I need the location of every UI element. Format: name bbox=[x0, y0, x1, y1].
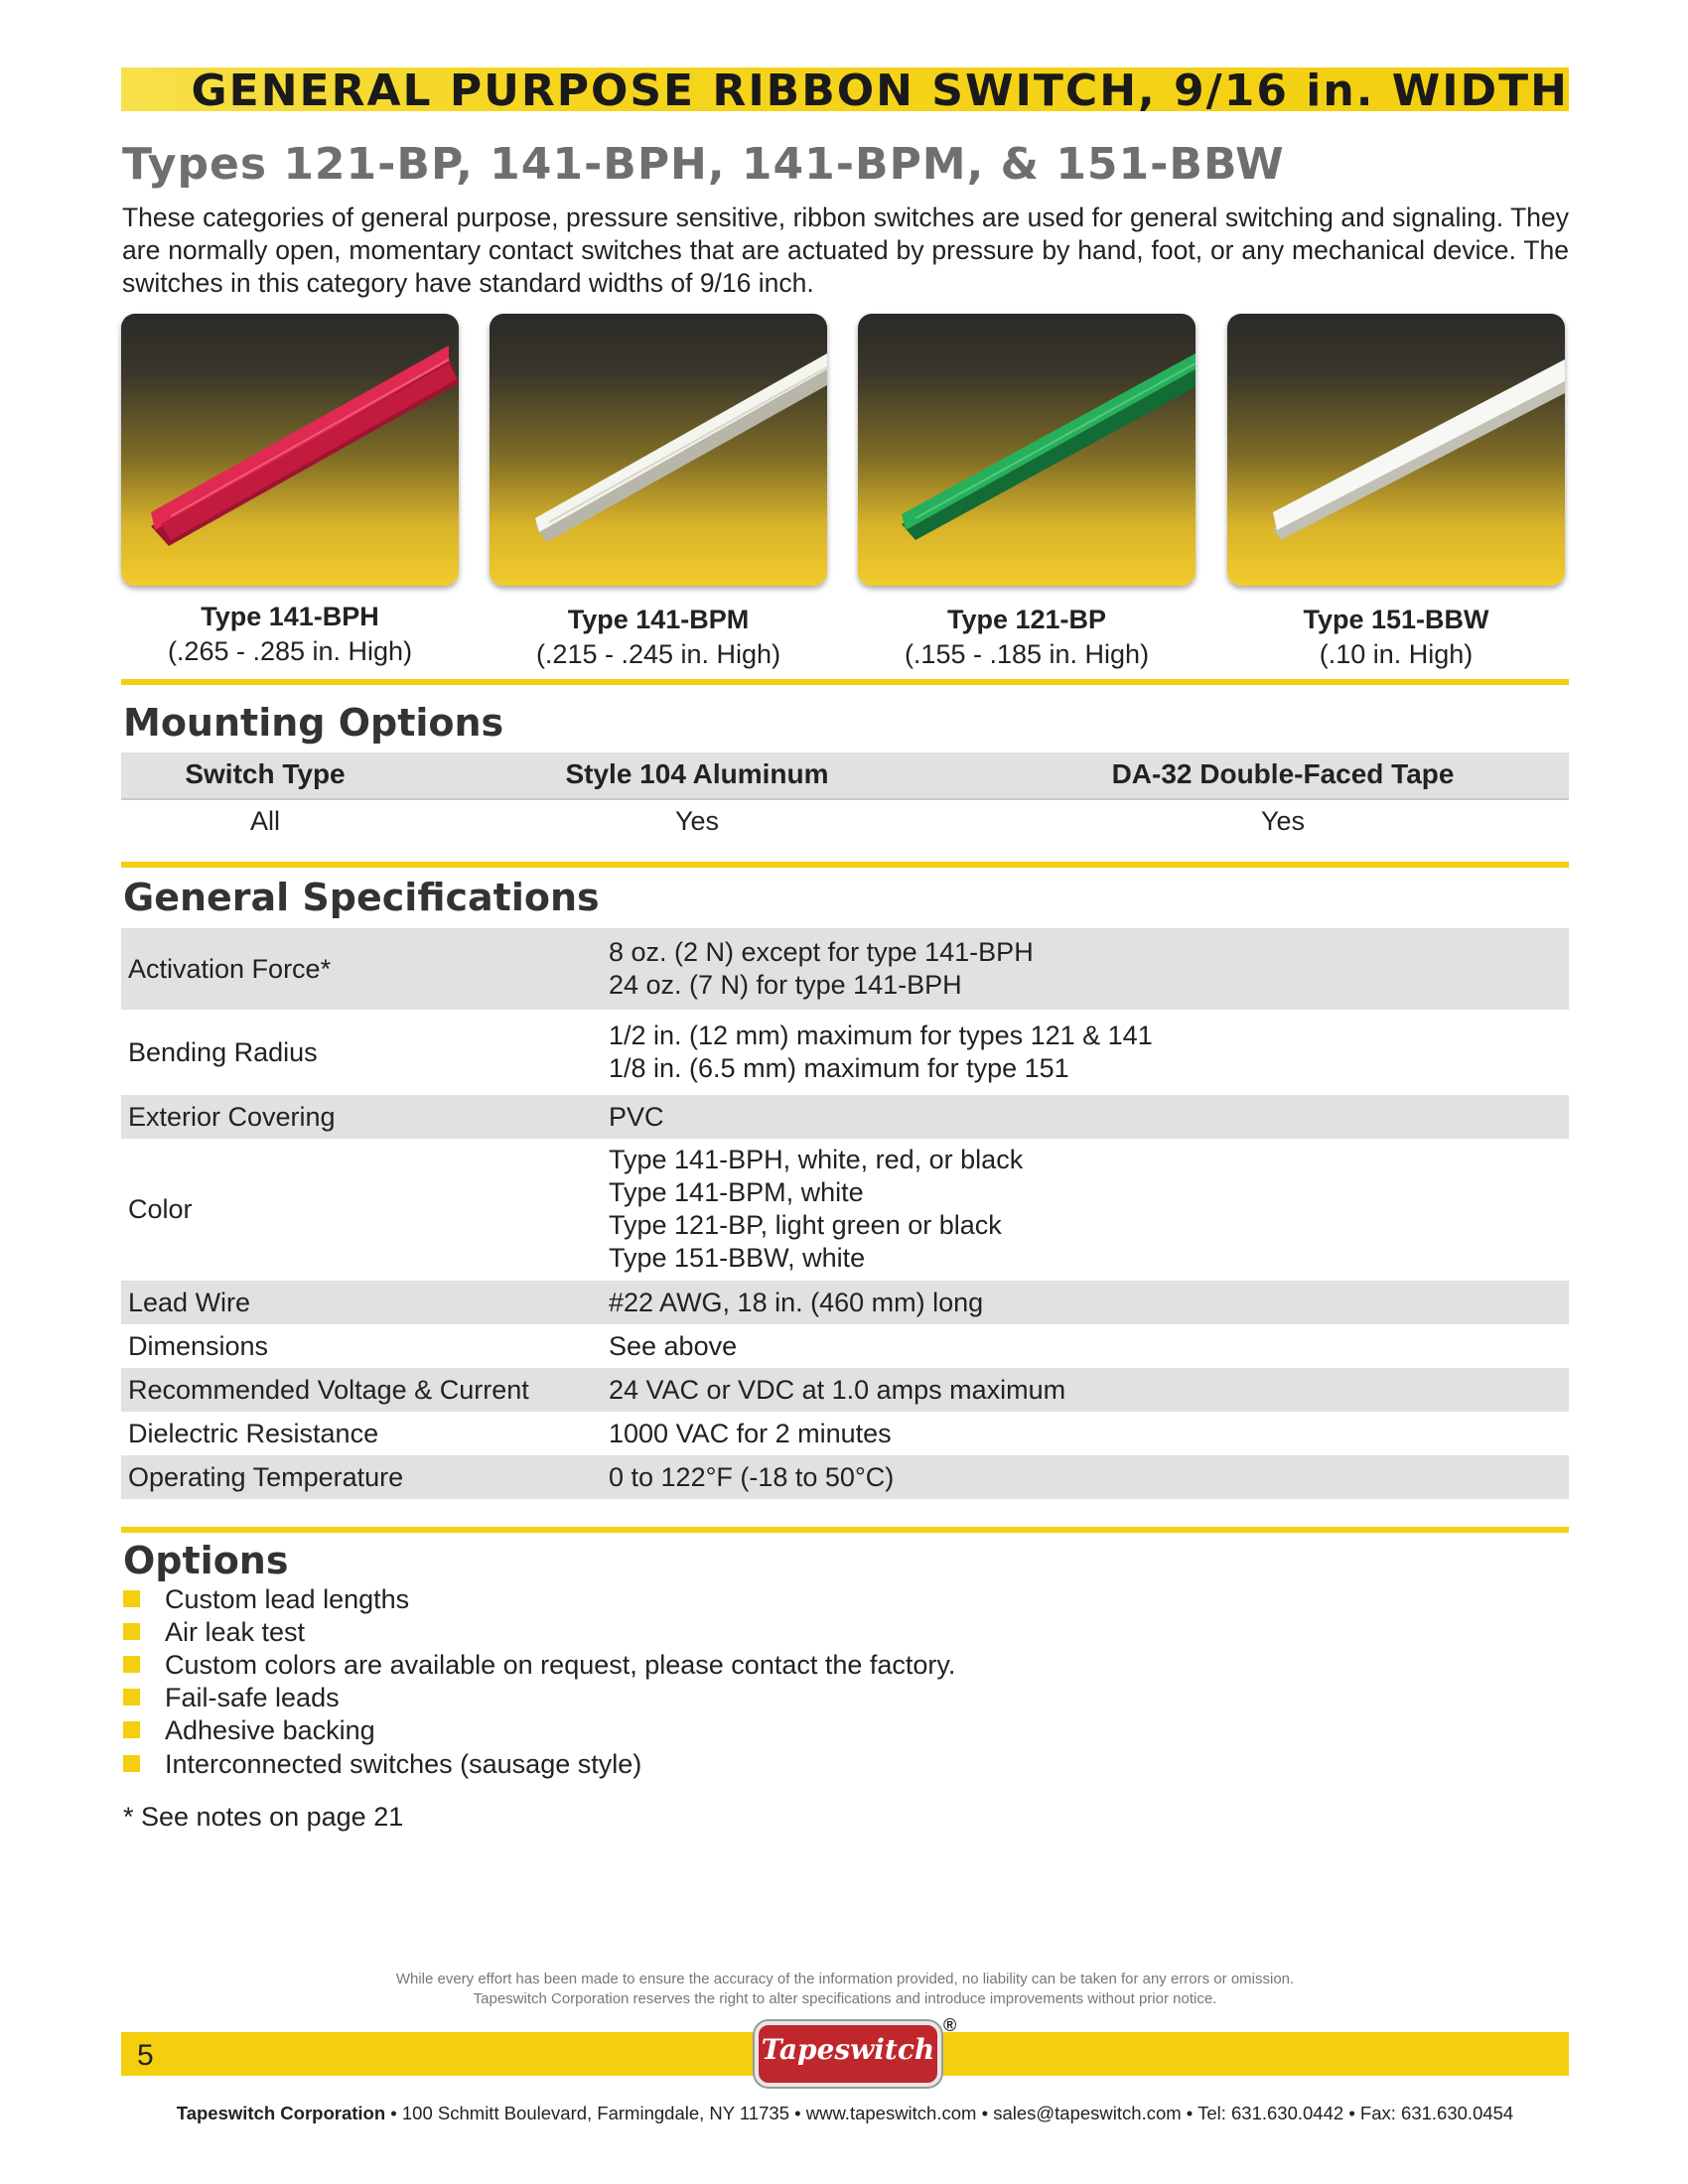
spec-value: #22 AWG, 18 in. (460 mm) long bbox=[609, 1288, 984, 1317]
spec-value: 24 VAC or VDC at 1.0 amps maximum bbox=[609, 1375, 1066, 1405]
option-text: Custom colors are available on request, please contact the factory. bbox=[165, 1650, 956, 1680]
spec-label: Dielectric Resistance bbox=[128, 1419, 379, 1448]
option-text: Custom lead lengths bbox=[165, 1584, 410, 1614]
spec-value: 1000 VAC for 2 minutes bbox=[609, 1419, 892, 1448]
footnote: * See notes on page 21 bbox=[123, 1802, 404, 1832]
spec-row bbox=[121, 1281, 1569, 1324]
table-divider bbox=[121, 798, 1569, 800]
product-type: Type 141-BPM bbox=[567, 605, 750, 634]
spec-value-line: 24 oz. (7 N) for type 141-BPH bbox=[609, 970, 962, 1000]
spec-value-line: 1/8 in. (6.5 mm) maximum for type 151 bbox=[609, 1053, 1069, 1083]
mounting-cell-switch-type: All bbox=[249, 806, 280, 836]
list-item bbox=[123, 1683, 340, 1713]
tapeswitch-logo bbox=[755, 2021, 941, 2087]
spec-value-line: 8 oz. (2 N) except for type 141-BPH bbox=[609, 937, 1034, 967]
contact-line bbox=[121, 2103, 1569, 2124]
disclaimer-line: While every effort has been made to ensure the accuracy of the information provided, no liability can be taken for any errors or omission. bbox=[395, 1971, 1295, 1987]
spec-value bbox=[609, 1144, 1023, 1275]
bullet-square-icon bbox=[123, 1656, 140, 1673]
product-photo-141-bph bbox=[121, 314, 459, 586]
registered-mark: ® bbox=[943, 2015, 957, 2035]
product-photo-151-bbw bbox=[1227, 314, 1565, 586]
spec-label: Exterior Covering bbox=[128, 1102, 336, 1132]
general-specifications-title: General Specifications bbox=[123, 876, 600, 919]
spec-value bbox=[609, 936, 1034, 1002]
column-header-style-104: Style 104 Aluminum bbox=[565, 758, 829, 789]
product-photo-121-bp bbox=[858, 314, 1196, 586]
spec-row bbox=[121, 1368, 1569, 1412]
bullet-square-icon bbox=[123, 1590, 140, 1607]
spec-value-line: Type 151-BBW, white bbox=[609, 1243, 866, 1273]
spec-value-line: Type 141-BPM, white bbox=[609, 1177, 864, 1207]
spec-label: Color bbox=[128, 1194, 193, 1224]
list-item bbox=[123, 1584, 409, 1615]
mounting-options-title: Mounting Options bbox=[123, 701, 504, 745]
product-caption-141-bph bbox=[121, 600, 459, 669]
product-type: Type 151-BBW bbox=[1303, 605, 1489, 634]
section-divider bbox=[121, 679, 1569, 685]
column-header-switch-type: Switch Type bbox=[185, 758, 346, 789]
column-header-da-32: DA-32 Double-Faced Tape bbox=[1111, 758, 1455, 789]
spec-value-line: Type 141-BPH, white, red, or black bbox=[609, 1145, 1024, 1174]
spec-value: 0 to 122°F (-18 to 50°C) bbox=[609, 1462, 895, 1492]
bullet-square-icon bbox=[123, 1689, 140, 1706]
spec-value: See above bbox=[609, 1331, 738, 1361]
option-text: Fail-safe leads bbox=[165, 1683, 340, 1712]
company-name: Tapeswitch Corporation bbox=[176, 2103, 386, 2123]
option-text: Air leak test bbox=[165, 1617, 306, 1647]
spec-row bbox=[121, 928, 1569, 1010]
spec-label: Operating Temperature bbox=[128, 1462, 404, 1492]
section-divider bbox=[121, 862, 1569, 868]
mounting-table-header bbox=[121, 752, 1569, 798]
spec-label: Lead Wire bbox=[128, 1288, 251, 1317]
product-caption-121-bp bbox=[858, 603, 1196, 672]
spec-row bbox=[121, 1095, 1569, 1139]
list-item bbox=[123, 1749, 641, 1780]
spec-label: Dimensions bbox=[128, 1331, 269, 1361]
intro-paragraph: These categories of general purpose, pressure sensitive, ribbon switches are used for general switching and signaling. They are normally open, momentary contact switches that are actuated by pressure by hand, foot, or any mechanical device. The switches in this category have standard widths of 9/16 inch. bbox=[122, 203, 1569, 298]
page-subtitle: Types 121-BP, 141-BPH, 141-BPM, & 151-BBW bbox=[122, 139, 1285, 190]
title-bar bbox=[121, 66, 1569, 116]
disclaimer bbox=[121, 1970, 1569, 2009]
spec-value-line: Type 121-BP, light green or black bbox=[609, 1210, 1002, 1240]
product-type: Type 141-BPH bbox=[201, 602, 379, 631]
product-caption-151-bbw bbox=[1227, 603, 1565, 672]
option-text: Adhesive backing bbox=[165, 1715, 375, 1745]
spec-row bbox=[121, 1412, 1569, 1455]
option-text: Interconnected switches (sausage style) bbox=[165, 1749, 642, 1779]
spec-row bbox=[121, 1455, 1569, 1499]
product-photo-141-bpm bbox=[490, 314, 827, 586]
options-title: Options bbox=[123, 1539, 289, 1582]
spec-row bbox=[121, 1010, 1569, 1095]
spec-label: Bending Radius bbox=[128, 1037, 318, 1067]
mounting-cell-da-32: Yes bbox=[1260, 806, 1306, 836]
product-height: (.215 - .245 in. High) bbox=[535, 639, 781, 669]
mounting-cell-style-104: Yes bbox=[674, 806, 720, 836]
spec-label: Activation Force* bbox=[128, 954, 332, 984]
bullet-square-icon bbox=[123, 1755, 140, 1772]
list-item bbox=[123, 1617, 305, 1648]
contact-details: • 100 Schmitt Boulevard, Farmingdale, NY 11735 • www.tapeswitch.com • sales@tapeswitch.com • Tel: 631.630.0442 • Fax: 631.630.0454 bbox=[385, 2103, 1514, 2123]
product-height: (.265 - .285 in. High) bbox=[167, 636, 413, 666]
list-item bbox=[123, 1715, 375, 1746]
disclaimer-line: Tapeswitch Corporation reserves the right to alter specifications and introduce improvements without prior notice. bbox=[473, 1990, 1217, 2007]
section-divider bbox=[121, 1527, 1569, 1533]
spec-row bbox=[121, 1324, 1569, 1368]
bullet-square-icon bbox=[123, 1623, 140, 1640]
page-title: GENERAL PURPOSE RIBBON SWITCH, 9/16 in. WIDTH bbox=[191, 66, 1569, 116]
spec-label: Recommended Voltage & Current bbox=[128, 1375, 529, 1405]
spec-value bbox=[609, 1020, 1153, 1085]
spec-row bbox=[121, 1139, 1569, 1281]
spec-value-line: 1/2 in. (12 mm) maximum for types 121 & 141 bbox=[609, 1021, 1153, 1050]
product-height: (.155 - .185 in. High) bbox=[904, 639, 1150, 669]
logo-text: Tapeswitch bbox=[761, 2033, 935, 2066]
spec-value: PVC bbox=[609, 1102, 664, 1132]
product-type: Type 121-BP bbox=[946, 605, 1107, 634]
product-caption-141-bpm bbox=[490, 603, 827, 672]
product-height: (.10 in. High) bbox=[1319, 639, 1474, 669]
bullet-square-icon bbox=[123, 1721, 140, 1738]
list-item bbox=[123, 1650, 955, 1681]
page-number: 5 bbox=[137, 2039, 154, 2072]
